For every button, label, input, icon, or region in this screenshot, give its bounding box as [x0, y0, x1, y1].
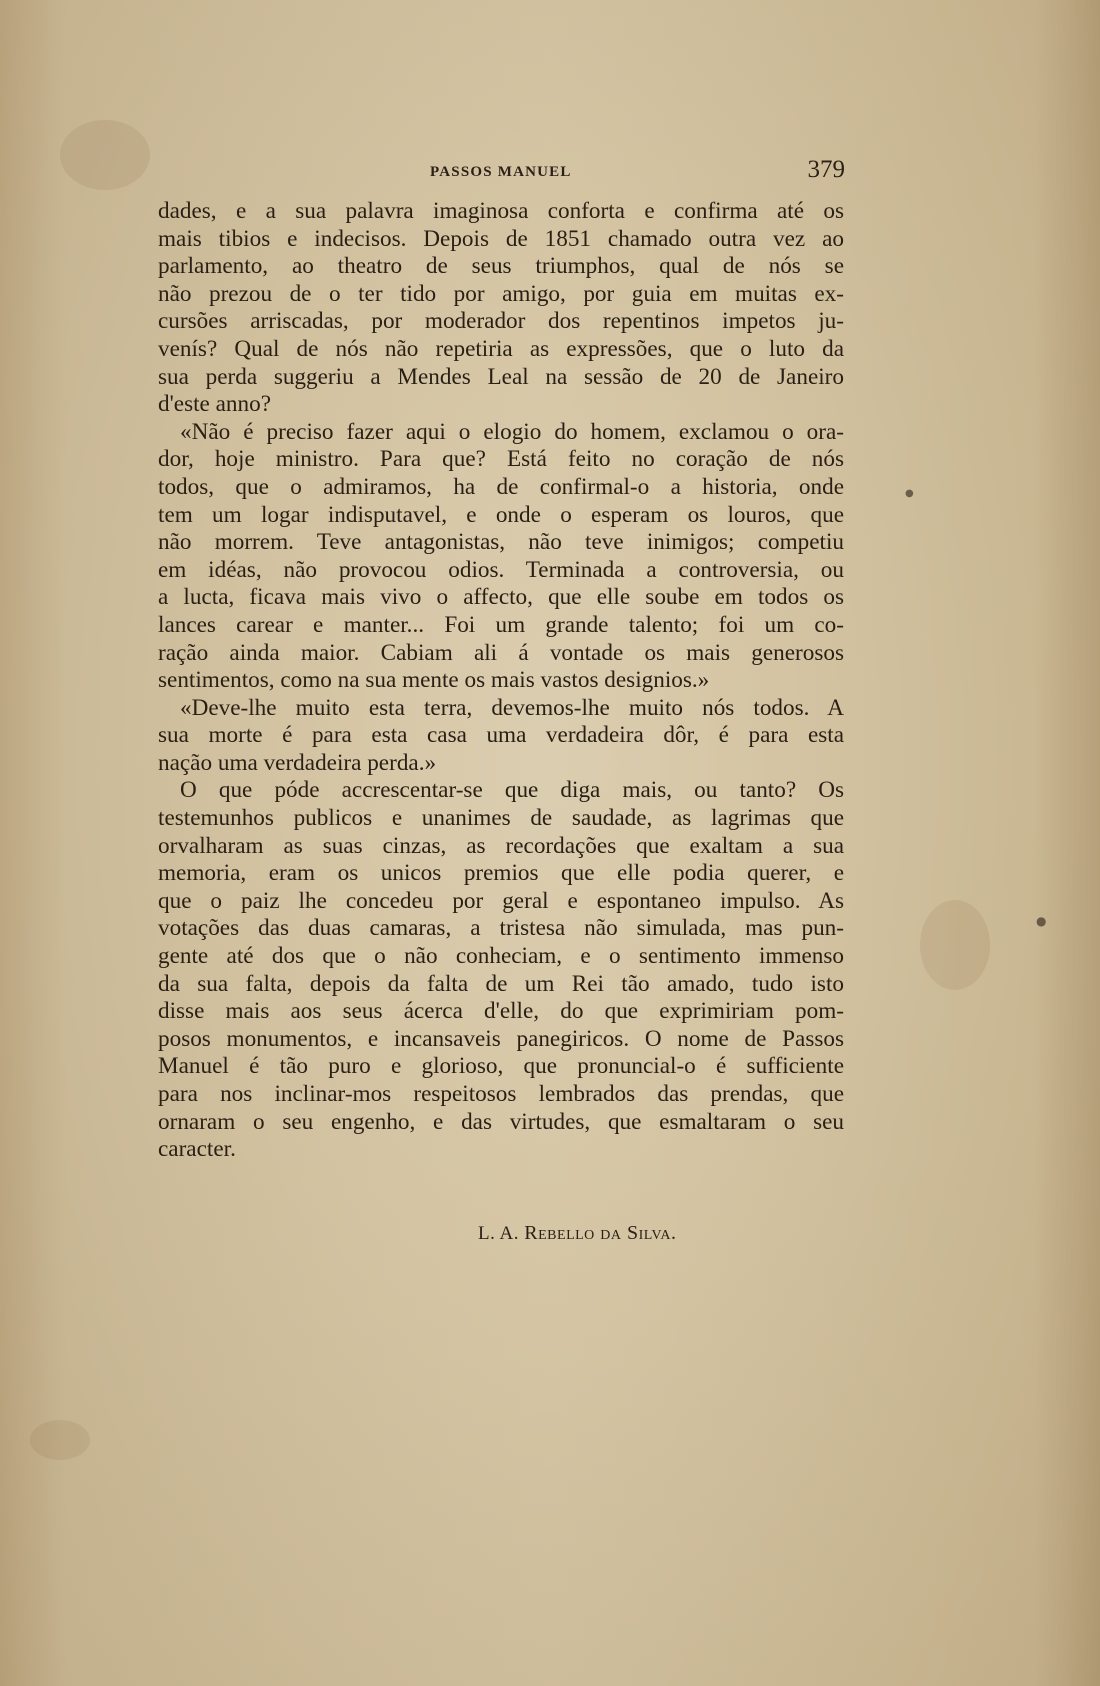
- page-header: [160, 156, 845, 190]
- text-line: parlamento, ao theatro de seus triumphos, qual de nós se: [158, 253, 844, 280]
- text-line: nação uma verdadeira perda.»: [158, 749, 437, 776]
- text-line: d'este anno?: [158, 391, 271, 418]
- text-line: posos monumentos, e incansaveis panegiricos. O nome de Passos: [158, 1025, 844, 1052]
- text-line: dades, e a sua palavra imaginosa conforta e confirma até os: [158, 198, 844, 224]
- ink-dot: ●: [1036, 914, 1047, 928]
- paragraph: [158, 777, 844, 1163]
- text-line: memoria, eram os unicos premios que elle podia querer, e: [158, 860, 844, 887]
- text-line: O que póde accrescentar-se que diga mais, ou tanto? Os: [180, 777, 844, 804]
- ink-dot: ●: [905, 488, 914, 499]
- text-line: orvalharam as suas cinzas, as recordações que exaltam a sua: [158, 832, 844, 859]
- text-line: ração ainda maior. Cabiam ali á vontade os mais generosos: [158, 639, 844, 666]
- running-title: PASSOS MANUEL: [430, 164, 572, 180]
- paragraph: [158, 695, 844, 778]
- text-line: sua perda suggeriu a Mendes Leal na sessão de 20 de Janeiro: [158, 363, 844, 390]
- paragraph: [158, 198, 844, 419]
- text-line: tem um logar indisputavel, e onde o esperam os louros, que: [158, 501, 844, 528]
- text-line: para nos inclinar-mos respeitosos lembrados das prendas, que: [158, 1081, 844, 1107]
- page-number: 379: [807, 156, 845, 183]
- text-line: que o paiz lhe concedeu por geral e espontaneo impulso. As: [158, 887, 844, 914]
- text-line: mais tibios e indecisos. Depois de 1851 chamado outra vez ao: [158, 225, 844, 252]
- paper-stain: [60, 120, 150, 190]
- text-line: disse mais aos seus ácerca d'elle, do que exprimiriam pom-: [158, 998, 844, 1025]
- body-text: [158, 198, 844, 1164]
- text-line: sua morte é para esta casa uma verdadeira dôr, é para esta: [158, 722, 844, 749]
- text-line: ornaram o seu engenho, e das virtudes, que esmaltaram o seu: [158, 1108, 844, 1135]
- paper-stain: [30, 1420, 90, 1460]
- text-line: da sua falta, depois da falta de um Rei tão amado, tudo isto: [158, 970, 844, 997]
- text-line: sentimentos, como na sua mente os mais vastos designios.»: [158, 667, 710, 694]
- text-line: não prezou de o ter tido por amigo, por guia em muitas ex-: [158, 280, 844, 307]
- text-line: venís? Qual de nós não repetiria as expressões, que o luto da: [158, 335, 844, 362]
- text-line: cursões arriscadas, por moderador dos repentinos impetos ju-: [158, 308, 844, 335]
- text-line: testemunhos publicos e unanimes de saudade, as lagrimas que: [158, 805, 844, 832]
- text-line: dor, hoje ministro. Para que? Está feito no coração de nós: [158, 446, 844, 473]
- text-line: «Não é preciso fazer aqui o elogio do homem, exclamou o ora-: [180, 418, 844, 445]
- signature-initials: L. A.: [478, 1223, 525, 1244]
- paper-stain: [920, 900, 990, 990]
- text-line: lances carear e manter... Foi um grande talento; foi um co-: [158, 611, 844, 638]
- text-line: Manuel é tão puro e glorioso, que pronuncial-o é sufficiente: [158, 1053, 844, 1080]
- text-line: a lucta, ficava mais vivo o affecto, que elle soube em todos os: [158, 584, 844, 611]
- text-line: votações das duas camaras, a tristesa não simulada, mas pun-: [158, 915, 844, 942]
- text-line: não morrem. Teve antagonistas, não teve inimigos; competiu: [158, 529, 844, 556]
- text-line: todos, que o admiramos, ha de confirmal-o a historia, onde: [158, 473, 844, 500]
- signature: [478, 1222, 676, 1245]
- text-line: gente até dos que o não conheciam, e o sentimento immenso: [158, 943, 844, 970]
- paragraph: [158, 419, 844, 695]
- text-line: caracter.: [158, 1136, 236, 1163]
- signature-name: Rebello da Silva.: [524, 1222, 677, 1244]
- text-line: «Deve-lhe muito esta terra, devemos-lhe muito nós todos. A: [180, 694, 844, 721]
- text-line: em idéas, não provocou odios. Terminada a controversia, ou: [158, 556, 844, 583]
